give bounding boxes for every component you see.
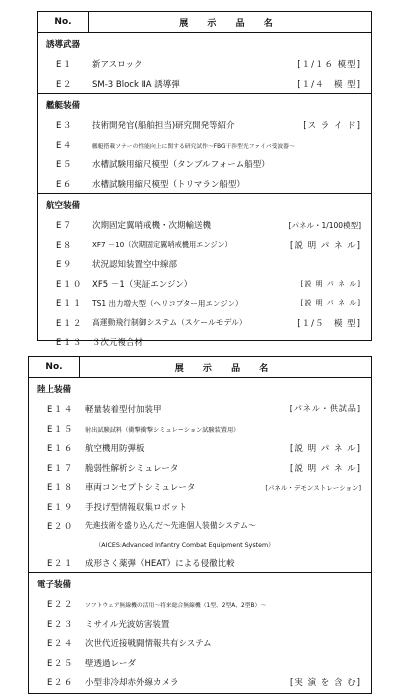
exhibit-name: SM-3 Block ⅡA 誘導弾 [92,79,180,90]
exhibit-note: [説 明 パ ネ ル] [290,240,361,251]
exhibit-name: 次期固定翼哨戒機・次期輸送機 [92,221,212,231]
exhibit-code: E１３ [56,338,83,348]
exhibit-code: E５ [56,160,73,170]
exhibit-name: 艦艇搭載ソナーの性能向上に関する研究試作～FBG干渉型光ファイバ受波器～ [92,143,295,150]
exhibit-table-2 [28,356,372,694]
exhibit-name: XF7 －10（次期固定翼哨戒機用エンジン） [92,239,232,249]
table-row [29,633,371,653]
exhibit-subtitle: （AICES:Advanced Infantry Combat Equipment System） [95,541,275,549]
exhibit-code: E８ [56,240,73,251]
exhibit-name: 新アスロック [92,60,143,70]
exhibit-code: E２１ [47,558,74,569]
table-row [38,174,371,194]
table-row [29,458,371,478]
exhibit-code: E２ [56,79,73,90]
table-header [29,357,371,378]
table-row [38,235,371,255]
header-title: 展 示 品 名 [174,363,277,374]
exhibit-name: 成形さく薬弾（HEAT）による侵徹比較 [85,558,235,569]
table-row [29,497,371,517]
exhibit-name: 水槽試験用縮尺模型（タンブルフォーム船型） [92,160,270,170]
exhibit-name: 車両コンセプトシミュレータ [85,483,196,493]
table-row [38,154,371,174]
section-guided-weapons [38,33,371,94]
exhibit-code: E１８ [47,483,74,493]
exhibit-code: E７ [56,221,73,231]
exhibit-code: E２３ [47,619,74,630]
exhibit-code: E１１ [56,299,83,309]
section-title: 陸上装備 [37,385,72,395]
exhibit-code: E２６ [47,678,74,688]
section-title: 電子装備 [37,580,72,590]
table-row [29,399,371,419]
exhibit-note: [説 明 パ ネ ル] [300,279,361,288]
table-row [38,332,371,352]
section-title: 誘導武器 [46,40,81,50]
exhibit-code: E１ [56,60,73,70]
exhibit-name: ミサイル光波妨害装置 [85,619,170,630]
table-header [38,12,371,33]
section-aircraft-equipment [38,194,371,352]
exhibit-note: [ス ラ イ ド] [303,121,361,131]
exhibit-note: [説 明 パ ネ ル] [290,444,361,454]
table-row [38,115,371,135]
header-no: No. [38,12,89,32]
exhibit-table-1 [37,11,372,348]
section-naval-equipment [38,94,371,194]
exhibit-code: E２５ [47,658,74,669]
exhibit-name: 技術開発官(船舶担当)研究開発等紹介 [92,121,235,131]
table-row [38,54,371,74]
table-row [29,477,371,497]
exhibit-code: E３ [56,121,73,131]
table-row [29,438,371,458]
exhibit-name: 壁透過レーダ [85,658,137,669]
table-row [38,313,371,333]
table-row [29,594,371,614]
exhibit-code: E１５ [47,424,74,435]
table-row [29,516,371,536]
exhibit-note: [パネル・1/100模型] [288,221,361,230]
exhibit-code: E１９ [47,502,74,513]
table-row [38,274,371,294]
exhibit-code: E１７ [47,463,74,474]
exhibit-name: 航空機用防弾板 [85,444,145,454]
header-no: No. [29,357,80,377]
table-row [38,215,371,235]
exhibit-code: E４ [56,140,73,151]
exhibit-name: 水槽試験用縮尺模型（トリマラン船型） [92,179,245,190]
exhibit-code: E６ [56,179,73,190]
exhibit-code: E１６ [47,444,74,454]
exhibit-note: [１/１６ 模型] [297,60,361,70]
exhibit-name: 射出試験試料（衝撃衝撃シミュレーション試験装置用） [85,426,240,434]
exhibit-name: 先進技術を盛り込んだ～先進個人装備システム～ [85,521,256,530]
exhibit-code: E１４ [47,405,74,415]
exhibit-note: [説 明 パ ネ ル] [300,299,361,307]
exhibit-note: [パネル・デモンストレーション] [265,484,361,492]
exhibit-code: E２２ [47,600,74,610]
table-row [38,293,371,313]
exhibit-name: 脆弱性解析シミュレータ [85,463,179,474]
exhibit-name: 軽量装着型付加装甲 [85,405,162,415]
exhibit-code: E２０ [47,522,74,532]
table-row [38,135,371,155]
section-electronic-equipment [29,573,371,692]
exhibit-code: E１０ [56,279,83,290]
exhibit-name: 次世代近接戦闘情報共有システム [85,639,212,649]
table-row [38,254,371,274]
exhibit-name: ソフトウェア無線機の活用～将来総合無線機（1型、2型A、2型B）～ [85,603,267,609]
exhibit-note: [１/４ 模 型] [297,79,361,90]
table-row [29,553,371,573]
section-ground-equipment [29,378,371,573]
exhibit-note: [説 明 パ ネ ル] [290,463,361,474]
table-row [29,672,371,692]
table-row [29,653,371,673]
table-row [38,74,371,94]
header-title: 展 示 品 名 [179,18,281,29]
exhibit-name: 小型非冷却赤外線カメラ [85,678,179,688]
exhibit-code: E２４ [47,639,74,649]
exhibit-note: [パネル・供試品] [289,404,361,413]
exhibit-name: XF5 －1（実証エンジン） [92,279,193,290]
table-row [29,614,371,634]
exhibit-name: ３次元複合材 [92,338,144,348]
exhibit-name: TS1 出力増大型（ヘリコプター用エンジン） [92,299,243,308]
section-title: 艦艇装備 [46,101,81,111]
table-row [29,419,371,439]
exhibit-note: [実 演 を 含 む] [290,678,361,688]
exhibit-name: 手投げ型情報収集ロボット [85,502,188,513]
table-row-continuation [29,536,371,553]
exhibit-code: E９ [56,260,73,270]
section-title: 航空装備 [46,201,81,211]
exhibit-name: 高運動飛行制御システム（スケールモデル） [92,317,247,327]
exhibit-note: [１/５ 模 型] [297,318,361,329]
exhibit-name: 状況認知装置空中線部 [92,260,178,270]
exhibit-code: E１２ [56,318,83,329]
